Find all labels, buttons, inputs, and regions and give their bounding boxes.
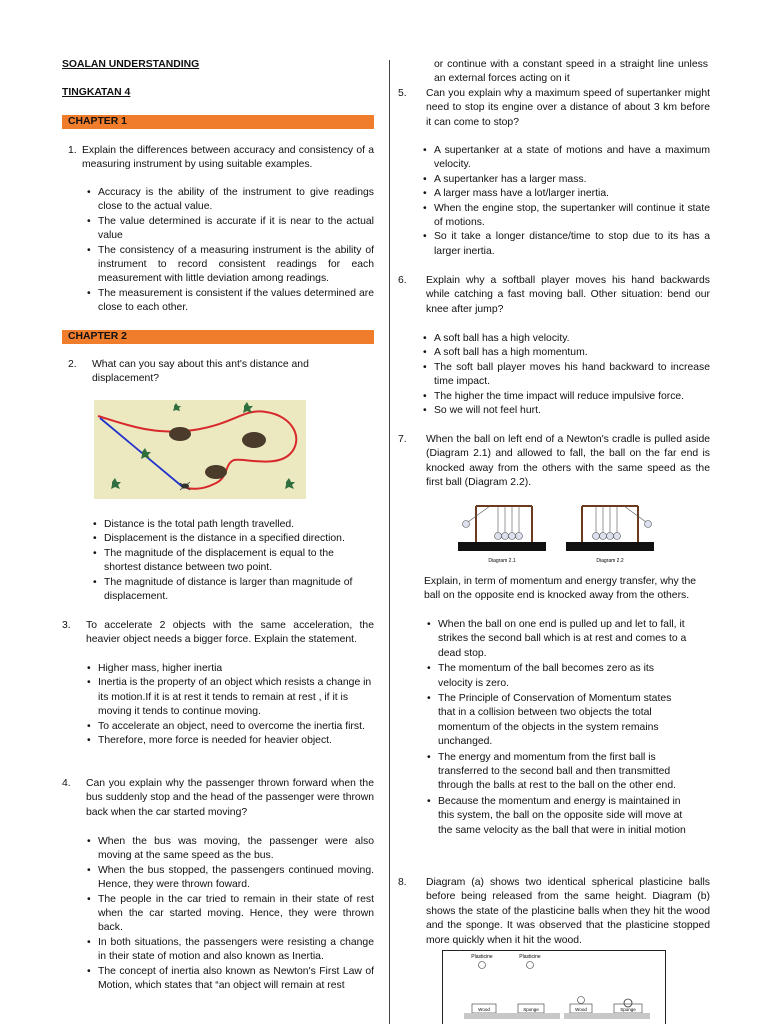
question-6-text: Explain why a softball player moves his hand backwards while catching a fast moving ball. Other situation: bend our knee after jump? <box>426 275 710 315</box>
answer-item: • A soft ball has a high momentum. <box>422 346 710 360</box>
answer-item: • The magnitude of distance is larger than magnitude of displacement. <box>92 576 372 605</box>
answer-item: • A supertanker at a state of motions and have a maximum velocity. <box>422 144 710 173</box>
sponge-label-b: Sponge <box>620 1007 636 1012</box>
question-2-text: What can you say about this ant's distance and displacement? <box>92 359 309 385</box>
answer-item: • So it take a longer distance/time to stop due to its has a larger inertia. <box>422 230 710 259</box>
page-title: SOALAN UNDERSTANDING <box>62 59 200 70</box>
question-5-answers <box>422 144 710 259</box>
answer-item: • The higher the time impact will reduce impulsive force. <box>422 390 710 404</box>
answer-item: • Accuracy is the ability of the instrument to give readings close to the actual value. <box>86 186 374 215</box>
answer-item: • Distance is the total path length travelled. <box>92 518 372 532</box>
answer-item: • A supertanker has a larger mass. <box>422 173 710 187</box>
surface-b <box>564 1013 650 1019</box>
plasticine-diagram <box>442 950 666 1024</box>
question-2-answers <box>92 518 372 604</box>
wood-label-b: Wood <box>575 1007 587 1012</box>
plasticine-label-a: Plasticine <box>471 954 493 960</box>
question-4 <box>62 777 374 820</box>
chapter-1-label: CHAPTER 1 <box>68 116 127 127</box>
question-3 <box>62 619 374 648</box>
answer-item: • The magnitude of the displacement is equal to the shortest distance between two point. <box>92 547 372 576</box>
answer-item: • Displacement is the distance in a specified direction. <box>92 532 372 546</box>
answer-item: • Inertia is the property of an object which resists a change in its motion.If it is at rest it tends to remain at rest , if it is moving it tends to continue moving. <box>86 676 374 719</box>
hole-icon <box>205 465 227 479</box>
question-1-answers <box>86 186 374 316</box>
question-8-number: 8. <box>398 877 407 888</box>
chapter-2-bar <box>62 330 374 344</box>
answer-item: • The concept of inertia also known as Newton's First Law of Motion, which states that “an object will remain at rest <box>86 965 374 994</box>
answer-item: • The soft ball player moves his hand backward to increase time impact. <box>422 361 710 390</box>
diagram-background <box>94 400 306 499</box>
question-1-text: Explain the differences between accuracy and consistency of a measuring instrument by using suitable examples. <box>82 145 374 171</box>
question-4-text: Can you explain why the passenger thrown forward when the bus suddenly stop and the head of the passenger were thrown back when the car started moving? <box>86 778 374 818</box>
question-7-answers <box>426 618 688 838</box>
question-8-text: Diagram (a) shows two identical spherical plasticine balls before being released from the same height. Diagram (b) shows the state of the plasticine balls when they hit the wood and the sponge. It was observed that the plasticine stopped more quickly when it hit the wood. <box>426 877 710 946</box>
answer-item: • The value determined is accurate if it is near to the actual value <box>86 215 374 244</box>
question-6 <box>398 274 710 317</box>
answer-item: • Higher mass, higher inertia <box>86 662 374 676</box>
ant-path-diagram <box>94 400 306 499</box>
answer-item: • In both situations, the passengers were resisting a change in their state of motion and also known as Inertia. <box>86 936 374 965</box>
question-6-answers <box>422 332 710 418</box>
question-7-number: 7. <box>398 434 407 445</box>
diagram-2-2-label: Diagram 2.2 <box>596 558 624 564</box>
form-level: TINGKATAN 4 <box>62 87 131 98</box>
question-5-text: Can you explain why a maximum speed of supertanker might need to stop its engine over a distance of about 3 km before it can come to stop? <box>426 88 710 128</box>
question-3-number: 3. <box>62 620 71 631</box>
question-2 <box>68 358 318 387</box>
chapter-1-bar <box>62 115 374 129</box>
answer-item: • The measurement is consistent if the values determined are close to each other. <box>86 287 374 316</box>
answer-item: • The Principle of Conservation of Momentum states that in a collision between two objects the total momentum of the objects in the system remains unchanged. <box>426 692 688 750</box>
cradle-diagram-2-1 <box>458 506 546 564</box>
diagram-2-1-label: Diagram 2.1 <box>488 558 516 564</box>
question-6-number: 6. <box>398 275 407 286</box>
question-4-answers <box>86 835 374 993</box>
question-4-continuation: or continue with a constant speed in a straight line unless an external forces acting on it <box>434 59 708 85</box>
question-1-number: 1. <box>68 145 77 156</box>
plasticine-label-b: Plasticine <box>519 954 541 960</box>
answer-item: • Therefore, more force is needed for heavier object. <box>86 734 374 748</box>
sponge-label-a: Sponge <box>523 1007 539 1012</box>
question-2-number: 2. <box>68 359 77 370</box>
answer-item: • When the bus was moving, the passenger were also moving at the same speed as the bus. <box>86 835 374 864</box>
answer-item: • The momentum of the ball becomes zero as its velocity is zero. <box>426 662 688 691</box>
hole-icon <box>169 427 191 441</box>
question-1 <box>68 144 374 173</box>
hole-icon <box>242 432 266 448</box>
answer-item: • The people in the car tried to remain in their state of rest when the car started moving. Hence, they were thrown back. <box>86 893 374 936</box>
answer-item: • A soft ball has a high velocity. <box>422 332 710 346</box>
answer-item: • The consistency of a measuring instrument is the ability of instrument to record consistent readings for each measurement with little deviation among readings. <box>86 244 374 287</box>
cradle-diagram-2-2 <box>566 506 654 564</box>
question-3-answers <box>86 662 374 748</box>
question-7-followup: Explain, in term of momentum and energy transfer, why the ball on the opposite end is knocked away from the others. <box>424 576 697 602</box>
question-5-number: 5. <box>398 88 407 99</box>
question-7-text: When the ball on left end of a Newton's cradle is pulled aside (Diagram 2.1) and allowed to fall, the ball on the far end is knocked away from the others with the same speed as the first ball (Diagram 2.2). <box>426 434 710 489</box>
column-divider <box>389 60 390 1024</box>
wood-label-a: Wood <box>478 1007 490 1012</box>
surface-a <box>464 1013 560 1019</box>
answer-item: • The energy and momentum from the first ball is transferred to the second ball and then transmitted through the balls at rest to the ball on the other end. <box>426 751 688 794</box>
answer-item: • So we will not feel hurt. <box>422 404 710 418</box>
question-4-number: 4. <box>62 778 71 789</box>
question-5 <box>398 87 710 130</box>
answer-item: • To accelerate an object, need to overcome the inertia first. <box>86 720 374 734</box>
answer-item: • When the ball on one end is pulled up and let to fall, it strikes the second ball which is at rest and comes to a dead stop. <box>426 618 688 661</box>
answer-item: • A larger mass have a lot/larger inertia. <box>422 187 710 201</box>
question-7 <box>398 433 710 491</box>
question-3-text: To accelerate 2 objects with the same acceleration, the heavier object needs a bigger force. Explain the statement. <box>86 620 374 646</box>
chapter-2-label: CHAPTER 2 <box>68 331 127 342</box>
question-8 <box>398 876 710 948</box>
newtons-cradle-diagram <box>456 498 656 566</box>
answer-item: • When the engine stop, the supertanker will continue it state of motions. <box>422 202 710 231</box>
answer-item: • When the bus stopped, the passengers continued moving. Hence, they were thrown foward. <box>86 864 374 893</box>
answer-item: • Because the momentum and energy is maintained in this system, the ball on the opposite side will move at the same velocity as the ball that were in initial motion <box>426 795 688 838</box>
